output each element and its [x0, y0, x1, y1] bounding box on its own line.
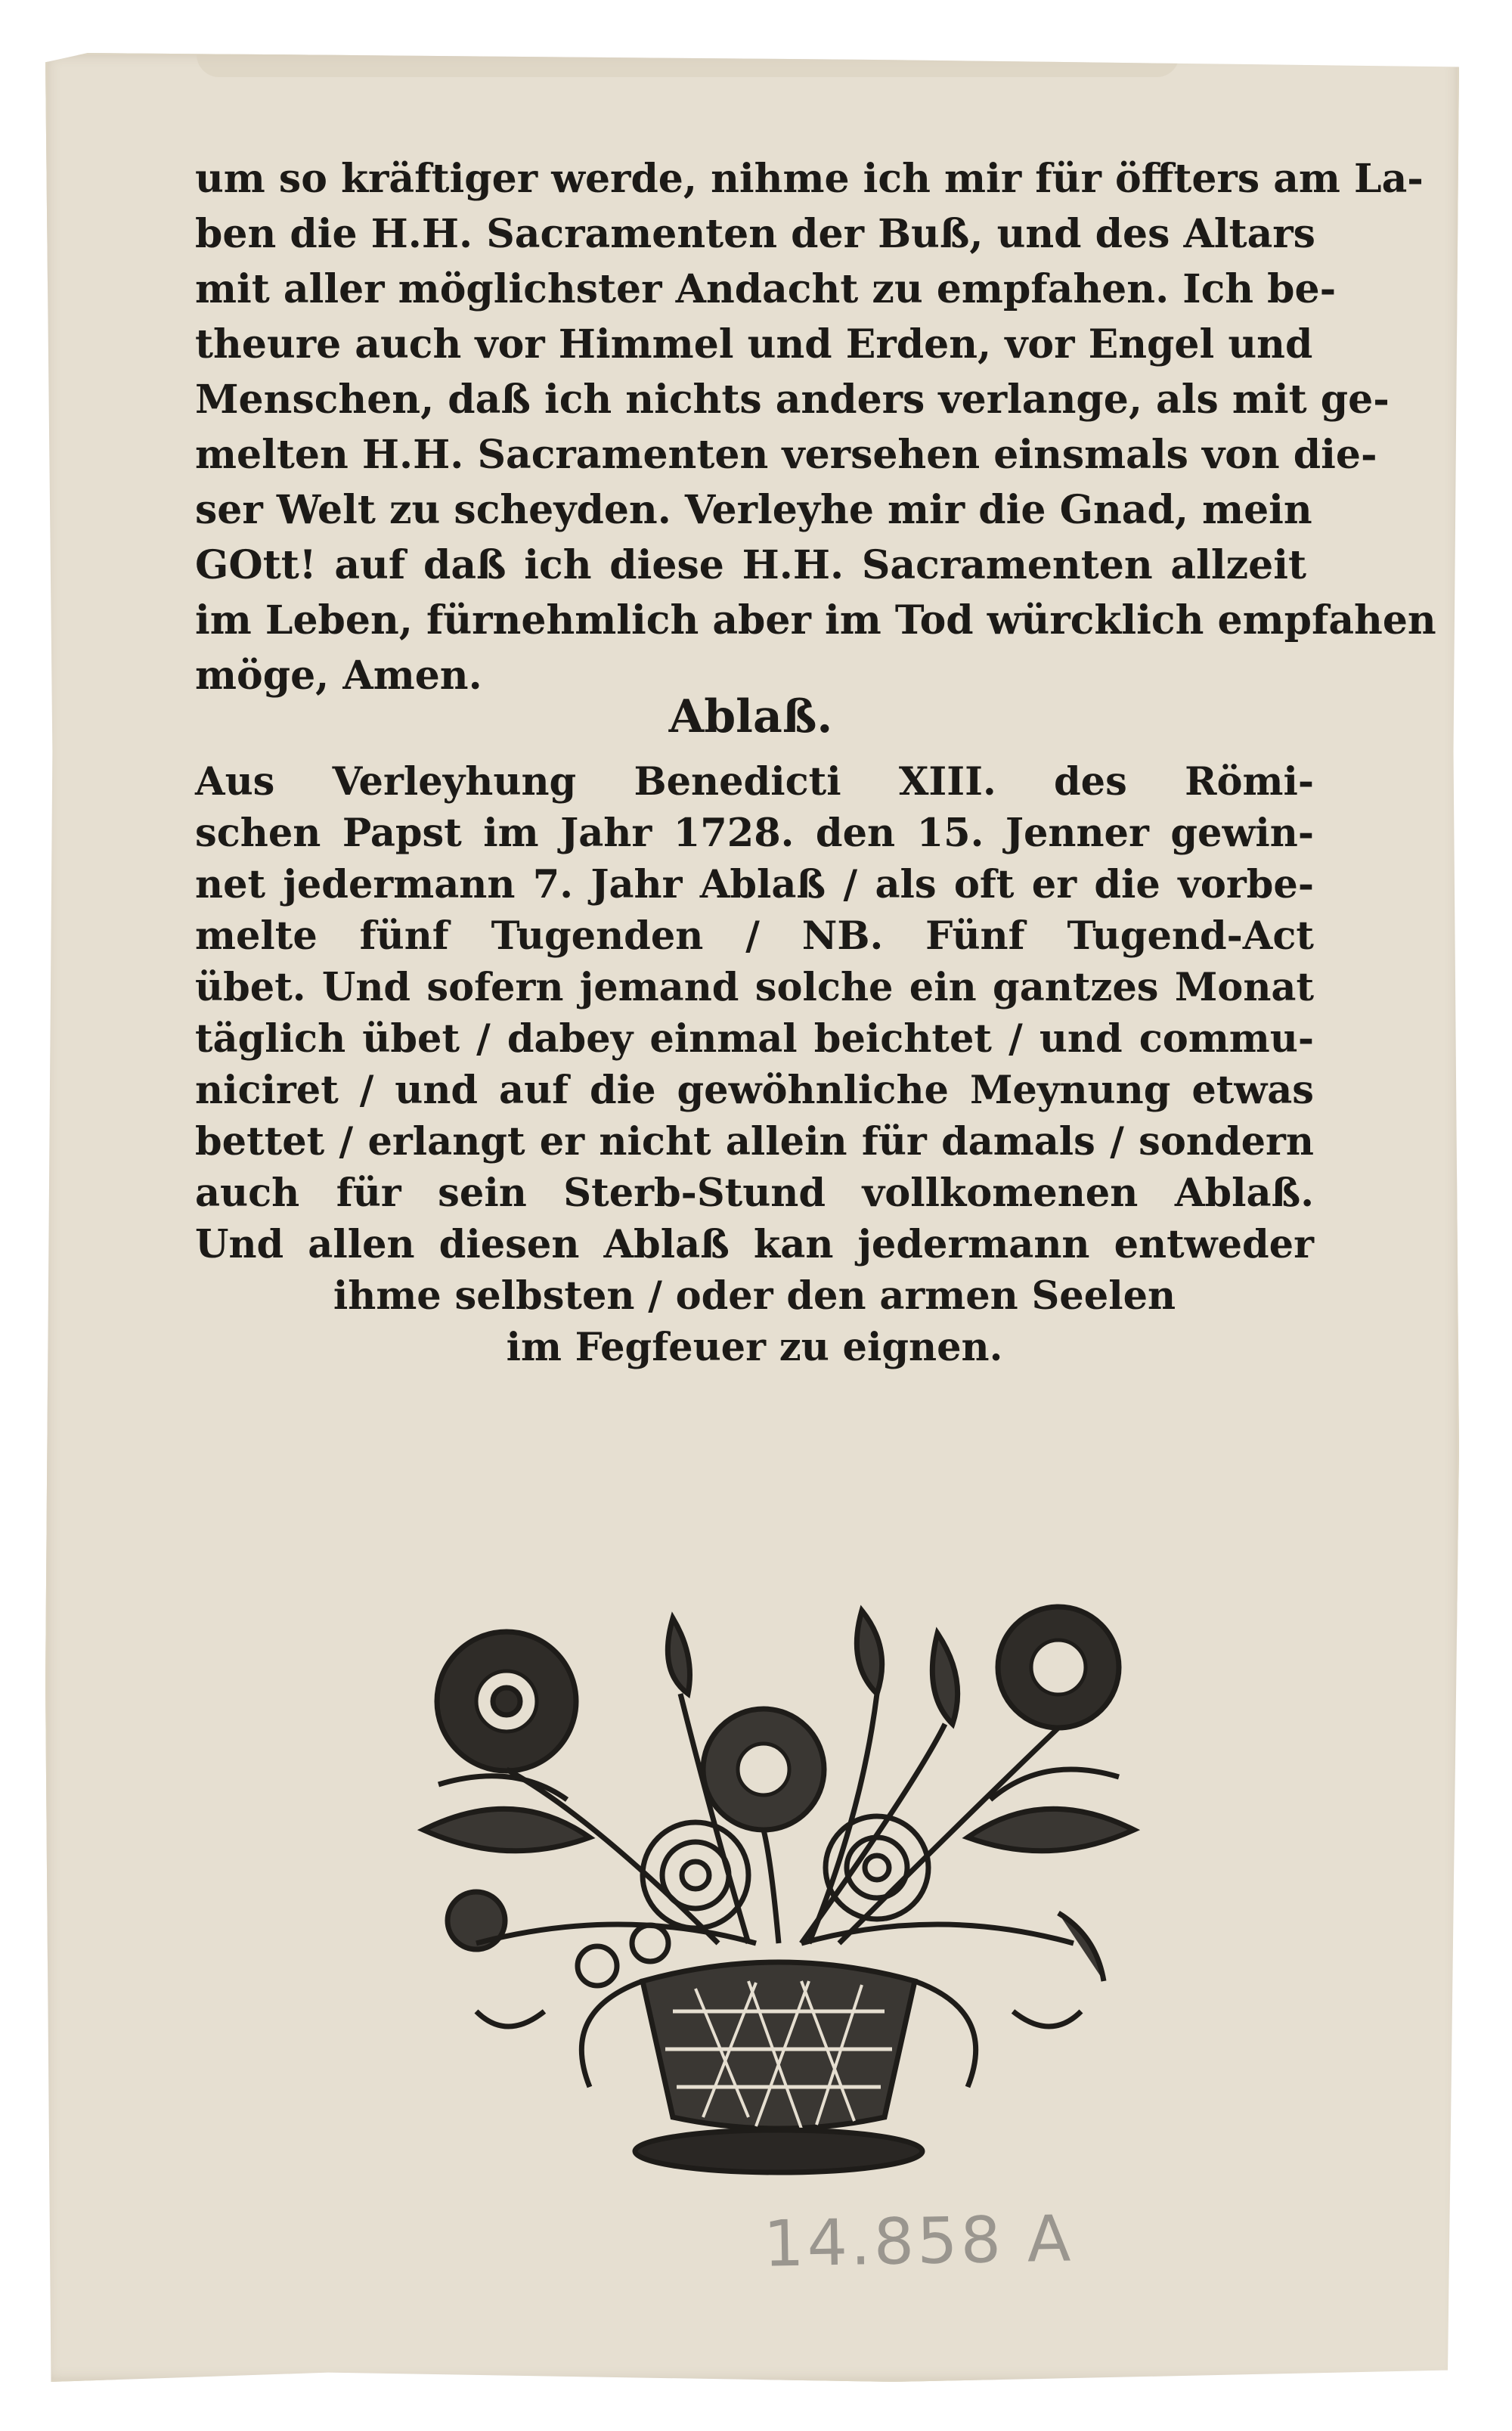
text-line: auch für sein Sterb-Stund vollkomenen Ablaß.	[195, 1171, 1314, 1216]
text-line: ser Welt zu scheyden. Verleyhe mir die Gnad, mein	[195, 487, 1312, 533]
text-line: Und allen diesen Ablaß kan jedermann entweder	[195, 1222, 1314, 1267]
text-line: melte fünf Tugenden / NB. Fünf Tugend-Act	[195, 913, 1314, 959]
text-line: theure auch vor Himmel und Erden, vor Engel und	[195, 321, 1313, 367]
prayer-text	[195, 151, 1436, 703]
text-line: ihme selbsten / oder den armen Seelen	[333, 1273, 1176, 1319]
paper-tear	[197, 54, 1179, 77]
text-line: net jedermann 7. Jahr Ablaß / als oft er die vorbe-	[195, 862, 1314, 907]
text-line: Menschen, daß ich nichts anders verlange, als mit ge-	[195, 377, 1390, 423]
text-line: ben die H.H. Sacramenten der Buß, und des Altars	[195, 211, 1315, 257]
text-line: melten H.H. Sacramenten versehen einsmals von die-	[195, 432, 1377, 478]
text-line: täglich übet / dabey einmal beichtet / und commu-	[195, 1016, 1314, 1062]
text-line: GOtt! auf daß ich diese H.H. Sacramenten allzeit	[195, 542, 1306, 588]
text-line: im Fegfeuer zu eignen.	[506, 1325, 1003, 1370]
indulgence-text	[195, 756, 1314, 1373]
text-line: mit aller möglichster Andacht zu empfahen. Ich be-	[195, 266, 1337, 312]
text-line: Aus Verleyhung Benedicti XIII. des Römi-	[195, 759, 1314, 805]
text-line: möge, Amen.	[195, 653, 482, 699]
section-heading: Ablaß.	[668, 690, 833, 743]
text-line: im Leben, fürnehmlich aber im Tod würcklich empfahen	[195, 597, 1436, 643]
text-line: übet. Und sofern jemand solche ein gantzes Monat	[195, 965, 1314, 1010]
text-line: um so kräftiger werde, nihme ich mir für öffters am La-	[195, 156, 1424, 202]
flower-basket-woodcut-icon	[393, 1588, 1164, 2178]
text-line: niciret / und auf die gewöhnliche Meynung etwas	[195, 1068, 1314, 1113]
text-line: bettet / erlangt er nicht allein für damals / sondern	[195, 1119, 1314, 1164]
catalog-number: 14.858 A	[763, 2201, 1074, 2281]
text-line: schen Papst im Jahr 1728. den 15. Jenner gewin-	[195, 811, 1314, 856]
